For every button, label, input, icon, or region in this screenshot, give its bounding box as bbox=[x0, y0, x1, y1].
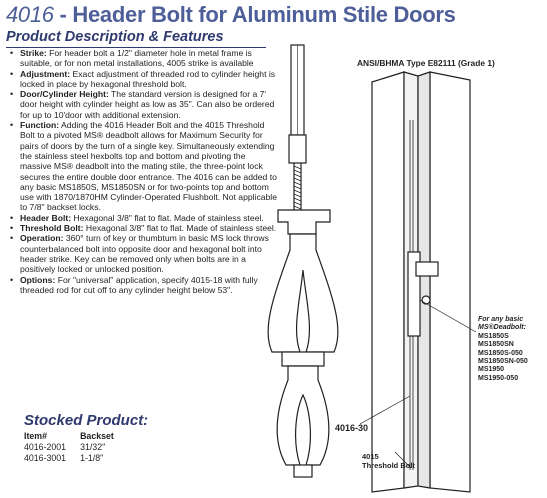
compat-model: MS1850SN-050 bbox=[478, 358, 528, 366]
feature-label: Strike: bbox=[20, 48, 47, 58]
ansi-grade-label: ANSI/BHMA Type E82111 (Grade 1) bbox=[357, 58, 495, 68]
item-number: 4016-3001 bbox=[24, 453, 67, 463]
compat-heading: For any basic MS®Deadbolt: bbox=[478, 316, 526, 332]
title-number: 4016 bbox=[6, 2, 54, 27]
feature-text: Adding the 4016 Header Bolt and the 4015 Threshold Bolt to a pivoted MS® deadbolt allows for Maximum Security for pairs of doors by the turn of a single key. Simultaneously extending the stainless steel hexbolts top and bottom and pivoting the massive MS® deadbolt into the mating stile, the three-point lock secures the entire double door entrance. The 4016 can be added to any basic MS1850S, MS1850SN or for two-points top and bottom use with 1870/1870HM Cylinder-Operated Flushbolt. Not applicable to 7/8" backset locks. bbox=[20, 120, 277, 213]
feature-text: For "universal" application, specify 4015-18 with fully threaded rod for cut off to any cylinder height below 53". bbox=[20, 274, 258, 295]
feature-label: Options: bbox=[20, 274, 56, 285]
stocked-product-title: Stocked Product: bbox=[24, 412, 149, 429]
title-separator: - bbox=[53, 2, 73, 27]
feature-label: Header Bolt: bbox=[20, 212, 72, 223]
label-4015-number: 4015 bbox=[362, 452, 379, 461]
feature-label: Operation: bbox=[20, 233, 64, 244]
feature-text: 360° turn of key or thumbtum in basic MS lock throws counterbalanced bolt into opposite door and hexagonal bolt into header strike. Key can be removed only when bolts are in a positively locked or unlocked position. bbox=[20, 233, 269, 275]
deadbolt-faceplate bbox=[416, 262, 438, 276]
feature-label: Door/Cylinder Height: bbox=[20, 89, 109, 100]
section-heading: Product Description & Features bbox=[6, 29, 224, 45]
bracket-plate bbox=[278, 210, 330, 234]
door-stile-drawing bbox=[360, 72, 476, 492]
lower-linkage bbox=[277, 366, 329, 465]
feature-label: Threshold Bolt: bbox=[20, 223, 84, 234]
right-stile bbox=[430, 72, 470, 492]
compat-model: MS1850S-050 bbox=[478, 349, 523, 357]
feature-text: Exact adjustment of threaded rod to cylinder height is locked in place by hexagonal threshold bolt. bbox=[20, 68, 276, 89]
title-text: Header Bolt for Aluminum Stile Doors bbox=[72, 2, 456, 27]
feature-text: Hexagonal 3/8" flat to flat. Made of stainless steel. bbox=[71, 212, 264, 223]
item-number: 4016-2001 bbox=[24, 442, 67, 452]
compat-model: MS1950-050 bbox=[478, 374, 519, 382]
rod-coupler bbox=[289, 135, 306, 163]
lower-bracket bbox=[282, 352, 324, 366]
label-4016: 4016-30 bbox=[335, 423, 369, 433]
bottom-foot bbox=[294, 465, 312, 477]
cylinder bbox=[422, 296, 430, 304]
feature-label: Function: bbox=[20, 120, 60, 131]
compatible-deadbolts bbox=[478, 316, 547, 383]
compat-model: MS1850SN bbox=[478, 341, 514, 349]
feature-text: The standard version is designed for a 7' door height with cylinder height as low as 35". Can also be ordered for up to 10'door with additional extension. bbox=[20, 89, 275, 120]
compat-model: MS1850S bbox=[478, 332, 509, 340]
label-4015-name: Threshold Bolt bbox=[362, 461, 415, 470]
backset-value: 31/32" bbox=[80, 442, 106, 452]
compat-model: MS1950 bbox=[478, 366, 505, 374]
feature-text: Hexagonal 3/8" flat to flat. Made of stainless steel. bbox=[83, 223, 277, 234]
label-4015 bbox=[362, 452, 415, 470]
feature-text: For header bolt a 1/2" diameter hole in metal frame is suitable, or for non metal installations, 4005 strike is available bbox=[20, 48, 254, 69]
column-header-item: Item# bbox=[24, 431, 47, 441]
column-header-backset: Backset bbox=[80, 431, 114, 441]
feature-label: Adjustment: bbox=[20, 68, 71, 79]
left-stile bbox=[372, 72, 404, 492]
backset-value: 1-1/8" bbox=[80, 453, 104, 463]
bolt-linkage-body bbox=[268, 234, 338, 352]
header-bolt-drawing bbox=[268, 45, 338, 477]
